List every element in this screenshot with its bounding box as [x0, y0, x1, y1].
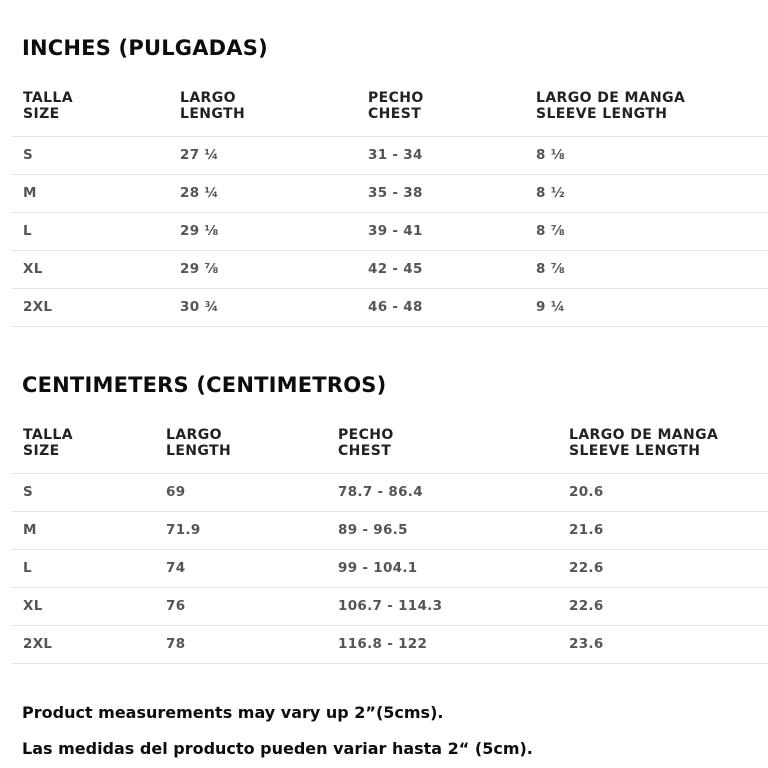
- header-length: LARGO LENGTH: [166, 427, 232, 459]
- cell-size: XL: [23, 598, 43, 614]
- cell-sleeve: 8 ⅞: [536, 223, 565, 239]
- cell-sleeve: 20.6: [569, 484, 604, 500]
- header-chest: PECHO CHEST: [338, 427, 394, 459]
- table-row: [12, 474, 768, 512]
- cell-length: 27 ¼: [180, 147, 219, 163]
- header-sleeve: LARGO DE MANGA SLEEVE LENGTH: [536, 90, 686, 122]
- cell-size: L: [23, 560, 32, 576]
- cell-size: L: [23, 223, 32, 239]
- table-row: [12, 251, 768, 289]
- cell-chest: 99 - 104.1: [338, 560, 418, 576]
- cell-chest: 39 - 41: [368, 223, 423, 239]
- cell-chest: 78.7 - 86.4: [338, 484, 423, 500]
- table-row: [12, 550, 768, 588]
- cell-size: 2XL: [23, 299, 53, 315]
- cell-chest: 31 - 34: [368, 147, 423, 163]
- cell-chest: 89 - 96.5: [338, 522, 408, 538]
- cell-size: S: [23, 147, 34, 163]
- cell-sleeve: 23.6: [569, 636, 604, 652]
- cell-size: XL: [23, 261, 43, 277]
- inches-table: [12, 90, 768, 327]
- inches-title: INCHES (PULGADAS): [22, 36, 268, 60]
- cell-sleeve: 21.6: [569, 522, 604, 538]
- header-length: LARGO LENGTH: [180, 90, 246, 122]
- table-row: [12, 137, 768, 175]
- cell-chest: 46 - 48: [368, 299, 423, 315]
- header-chest: PECHO CHEST: [368, 90, 424, 122]
- cell-length: 29 ⅛: [180, 223, 219, 239]
- table-row: [12, 588, 768, 626]
- table-row: [12, 289, 768, 327]
- table-header: [12, 90, 768, 137]
- cell-sleeve: 8 ⅞: [536, 261, 565, 277]
- table-row: [12, 626, 768, 664]
- table-row: [12, 213, 768, 251]
- cell-sleeve: 8 ½: [536, 185, 565, 201]
- cell-length: 30 ¾: [180, 299, 219, 315]
- header-sleeve: LARGO DE MANGA SLEEVE LENGTH: [569, 427, 719, 459]
- cell-size: 2XL: [23, 636, 53, 652]
- cell-sleeve: 22.6: [569, 598, 604, 614]
- centimeters-title: CENTIMETERS (CENTIMETROS): [22, 373, 387, 397]
- note-english: Product measurements may vary up 2”(5cms).: [22, 703, 444, 722]
- cell-length: 71.9: [166, 522, 201, 538]
- cell-sleeve: 9 ¼: [536, 299, 565, 315]
- cell-length: 74: [166, 560, 186, 576]
- cell-length: 78: [166, 636, 186, 652]
- table-header: [12, 427, 768, 474]
- table-row: [12, 175, 768, 213]
- cell-size: M: [23, 185, 37, 201]
- cell-chest: 106.7 - 114.3: [338, 598, 443, 614]
- cell-chest: 42 - 45: [368, 261, 423, 277]
- note-spanish: Las medidas del producto pueden variar hasta 2“ (5cm).: [22, 739, 533, 758]
- cell-length: 29 ⅞: [180, 261, 219, 277]
- header-size: TALLA SIZE: [23, 90, 73, 122]
- cell-sleeve: 22.6: [569, 560, 604, 576]
- cell-size: M: [23, 522, 37, 538]
- cell-length: 28 ¼: [180, 185, 219, 201]
- cell-length: 76: [166, 598, 186, 614]
- table-row: [12, 512, 768, 550]
- cell-chest: 35 - 38: [368, 185, 423, 201]
- cell-sleeve: 8 ⅛: [536, 147, 565, 163]
- centimeters-table: [12, 427, 768, 664]
- cell-length: 69: [166, 484, 186, 500]
- cell-chest: 116.8 - 122: [338, 636, 428, 652]
- header-size: TALLA SIZE: [23, 427, 73, 459]
- cell-size: S: [23, 484, 34, 500]
